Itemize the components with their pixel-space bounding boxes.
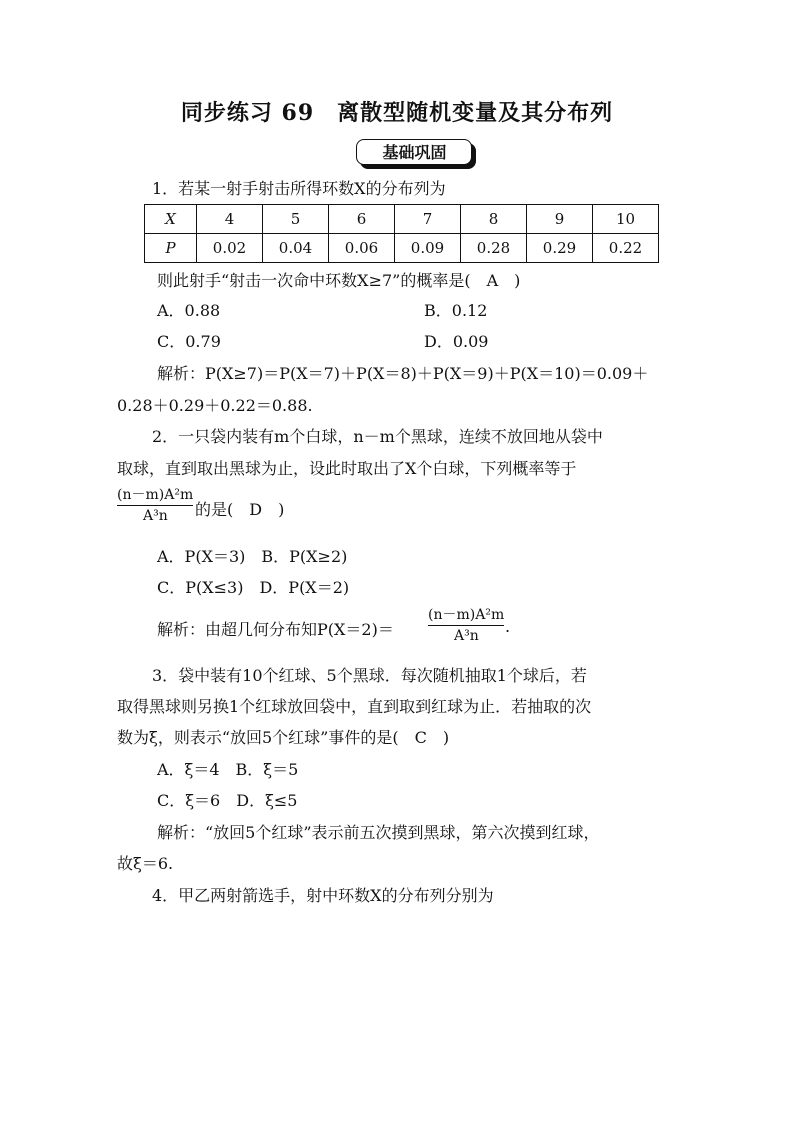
- q1-solution-line2: 0.28＋0.29＋0.22＝0.88.: [117, 396, 313, 415]
- q1-option-d: D．0.09: [424, 332, 489, 351]
- table-row: [145, 234, 659, 263]
- q1-question: 则此射手“射击一次命中环数X≥7”的概率是( A ): [157, 271, 521, 290]
- table-cell: 0.29: [527, 234, 593, 263]
- table-cell: 10: [593, 205, 659, 234]
- table-cell: 5: [263, 205, 329, 234]
- table-cell: X: [145, 205, 197, 234]
- q3-options-line2: C．ξ＝6 D．ξ≤5: [157, 791, 298, 810]
- q2-fraction: [117, 484, 195, 532]
- table-cell: 0.06: [329, 234, 395, 263]
- q2-options-line1: A．P(X＝3) B．P(X≥2): [157, 547, 348, 566]
- q1-solution-line1: 解析：P(X≥7)＝P(X＝7)＋P(X＝8)＋P(X＝9)＋P(X＝10)＝0.09＋: [157, 364, 649, 383]
- table-cell: 6: [329, 205, 395, 234]
- table-cell: 9: [527, 205, 593, 234]
- q2-stem-tail: 的是( D ): [195, 500, 285, 519]
- table-cell: 4: [197, 205, 263, 234]
- q2-stem-line1: 2．一只袋内装有m个白球，n－m个黑球，连续不放回地从袋中: [152, 427, 603, 446]
- table-cell: 0.04: [263, 234, 329, 263]
- q2-solution-suffix: .: [505, 617, 511, 636]
- fraction-denominator: A³n: [143, 508, 168, 524]
- q2-stem-line2: 取球，直到取出黑球为止，设此时取出了X个白球，下列概率等于: [117, 459, 577, 478]
- q1-distribution-table: [144, 204, 659, 263]
- fraction-numerator: (n－m)A²m: [428, 607, 505, 623]
- table-cell: 0.09: [395, 234, 461, 263]
- table-cell: 7: [395, 205, 461, 234]
- fraction-bar: [117, 505, 193, 506]
- q2-solution-fraction: [428, 604, 511, 652]
- q3-solution-line1: 解析：“放回5个红球”表示前五次摸到黑球，第六次摸到红球，: [157, 823, 600, 842]
- page-title: 同步练习 69 离散型随机变量及其分布列: [180, 100, 614, 126]
- q3-stem-line3: 数为ξ，则表示“放回5个红球”事件的是( C ): [117, 728, 450, 747]
- q1-stem: 1．若某一射手射击所得环数X的分布列为: [152, 179, 446, 198]
- table-cell: P: [145, 234, 197, 263]
- table-cell: 0.02: [197, 234, 263, 263]
- q1-option-b: B．0.12: [424, 301, 488, 320]
- q2-options-line2: C．P(X≤3) D．P(X＝2): [157, 578, 350, 597]
- section-badge: [356, 139, 474, 167]
- q3-options-line1: A．ξ＝4 B．ξ＝5: [157, 760, 299, 779]
- fraction-bar: [428, 625, 504, 626]
- table-cell: 0.22: [593, 234, 659, 263]
- fraction-denominator: A³n: [454, 628, 479, 644]
- q3-stem-line2: 取得黑球则另换1个红球放回袋中，直到取到红球为止．若抽取的次: [117, 697, 592, 716]
- table-row: [145, 205, 659, 234]
- badge-label: 基础巩固: [382, 143, 447, 162]
- table-cell: 0.28: [461, 234, 527, 263]
- q2-solution-prefix: 解析：由超几何分布知P(X＝2)＝: [157, 620, 394, 639]
- q3-stem-line1: 3．袋中装有10个红球、5个黑球．每次随机抽取1个球后，若: [152, 666, 587, 685]
- fraction-numerator: (n－m)A²m: [117, 487, 194, 503]
- table-cell: 8: [461, 205, 527, 234]
- q1-option-c: C．0.79: [157, 332, 221, 351]
- q1-option-a: A．0.88: [157, 301, 221, 320]
- q3-solution-line2: 故ξ＝6.: [117, 854, 174, 873]
- q4-stem: 4．甲乙两射箭选手，射中环数X的分布列分别为: [152, 886, 494, 905]
